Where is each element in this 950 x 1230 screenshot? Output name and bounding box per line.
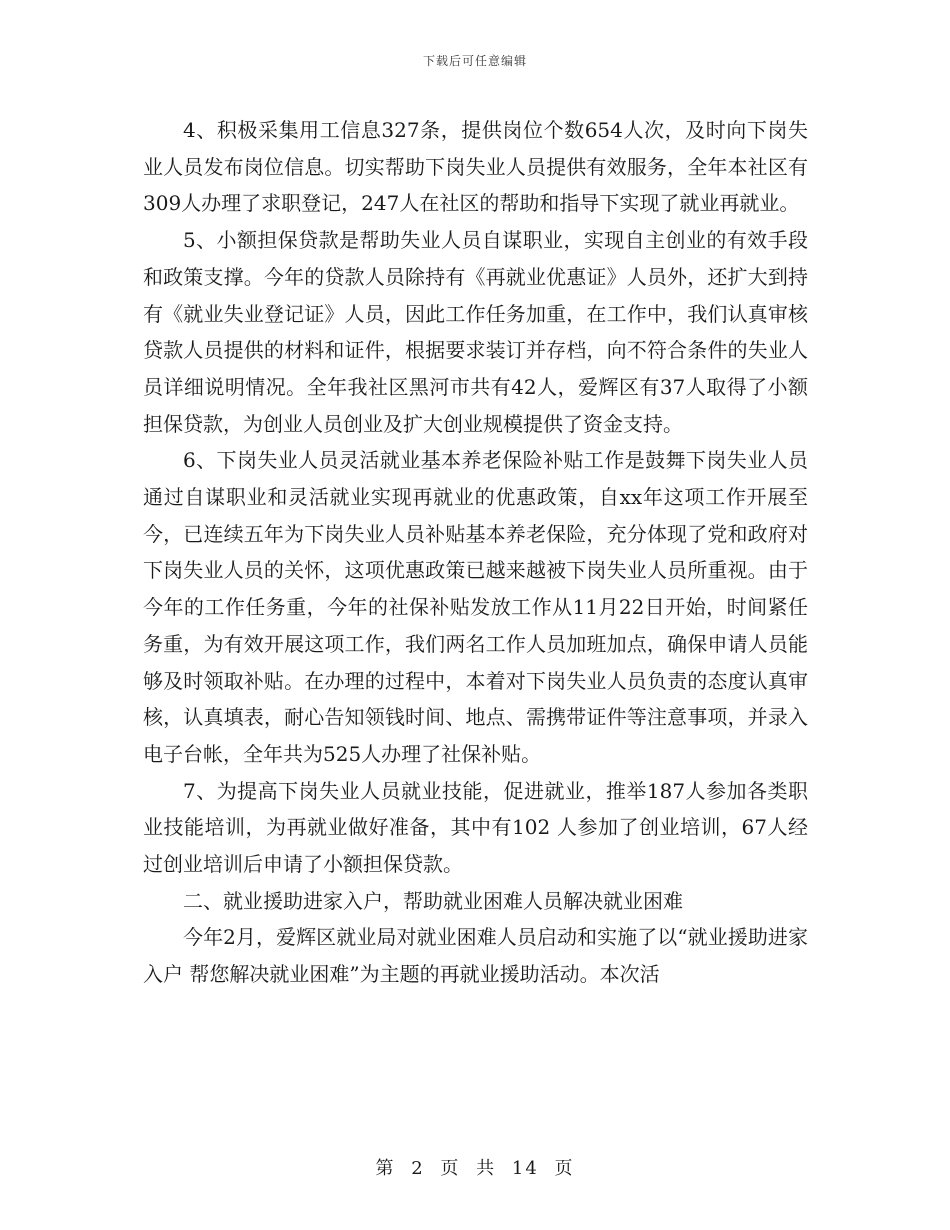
document-body <box>143 112 808 993</box>
footer-current-page: 2 <box>411 1158 425 1179</box>
footer-total-pages: 14 <box>511 1158 539 1179</box>
paragraph-item-6: 6、下岗失业人员灵活就业基本养老保险补贴工作是鼓舞下岗失业人员通过自谋职业和灵活就业实现再就业的优惠政策，自xx年这项工作开展至今，已连续五年为下岗失业人员补贴基本养老保险，充分体现了党和政府对下岗失业人员的关怀，这项优惠政策已越来越被下岗失业人员所重视。由于今年的工作任务重，今年的社保补贴发放工作从11月22日开始，时间紧任务重，为有效开展这项工作，我们两名工作人员加班加点，确保申请人员能够及时领取补贴。在办理的过程中，本着对下岗失业人员负责的态度认真审核，认真填表，耐心告知领钱时间、地点、需携带证件等注意事项，并录入电子台帐，全年共为525人办理了社保补贴。 <box>143 448 808 766</box>
paragraph-item-4: 4、积极采集用工信息327条，提供岗位个数654人次，及时向下岗失业人员发布岗位信息。切实帮助下岗失业人员提供有效服务，全年本社区有309人办理了求职登记，247人在社区的帮助和指导下实现了就业再就业。 <box>143 118 808 216</box>
paragraph-item-7: 7、为提高下岗失业人员就业技能，促进就业，推举187人参加各类职业技能培训，为再就业做好准备，其中有102 人参加了创业培训，67人经过创业培训后申请了小额担保贷款。 <box>143 778 808 877</box>
paragraph-section-2-intro: 今年2月，爱辉区就业局对就业困难人员启动和实施了以“就业援助进家入户 帮您解决就业困难”为主题的再就业援助活动。本次活 <box>143 925 808 987</box>
page-header: 下载后可任意编辑 <box>422 54 527 68</box>
footer-total-word: 共 <box>476 1158 497 1179</box>
paragraph-item-5: 5、小额担保贷款是帮助失业人员自谋职业，实现自主创业的有效手段和政策支撑。今年的贷款人员除持有《再就业优惠证》人员外，还扩大到持有《就业失业登记证》人员，因此工作任务加重，在工作中，我们认真审核贷款人员提供的材料和证件，根据要求装订并存档，向不符合条件的失业人员详细说明情况。全年我社区黑河市共有42人，爱辉区有37人取得了小额担保贷款，为创业人员创业及扩大创业规模提供了资金支持。 <box>143 228 808 436</box>
section-heading-2: 二、就业援助进家入户，帮助就业困难人员解决就业困难 <box>183 888 683 913</box>
footer-prefix: 第 <box>375 1158 396 1179</box>
footer-page-word: 页 <box>440 1158 461 1179</box>
footer-suffix: 页 <box>554 1158 575 1179</box>
page-footer <box>0 1154 950 1180</box>
